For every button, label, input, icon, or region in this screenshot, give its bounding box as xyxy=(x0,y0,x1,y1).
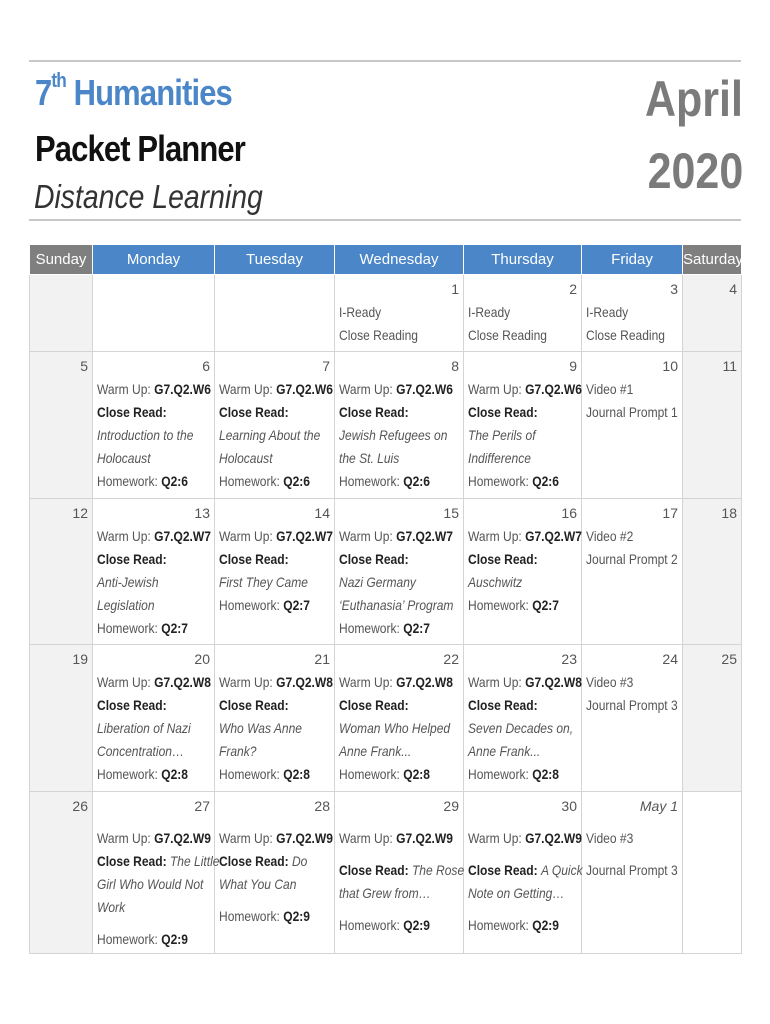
day-number: 21 xyxy=(314,651,330,667)
close-read-line: Close Read: The Rose xyxy=(339,862,465,878)
activity-line: Video #2 xyxy=(586,528,634,544)
day-number: 9 xyxy=(569,358,577,374)
day-cell xyxy=(30,645,93,792)
warm-up-line: Warm Up: G7.Q2.W7 xyxy=(468,528,582,544)
homework-line: Homework: Q2:8 xyxy=(468,766,559,782)
day-cell xyxy=(464,275,582,352)
homework-line: Homework: Q2:6 xyxy=(468,473,559,489)
day-cell xyxy=(93,645,215,792)
reading-title: Nazi Germany xyxy=(339,574,416,590)
day-cell xyxy=(93,275,215,352)
reading-title: Auschwitz xyxy=(468,574,523,590)
homework-line: Homework: Q2:7 xyxy=(339,620,430,636)
warm-up-line: Warm Up: G7.Q2.W7 xyxy=(339,528,453,544)
day-cell xyxy=(93,792,220,954)
reading-title: Note on Getting… xyxy=(468,885,565,901)
day-number: 13 xyxy=(194,505,210,521)
close-read-label: Close Read: xyxy=(97,697,167,713)
day-cell xyxy=(683,645,742,792)
warm-up-line: Warm Up: G7.Q2.W6 xyxy=(97,381,211,397)
weekday-header: Saturday xyxy=(683,245,742,275)
day-cell xyxy=(215,499,335,645)
day-cell xyxy=(464,645,582,792)
calendar-year: 2020 xyxy=(647,143,743,199)
day-number: 25 xyxy=(721,651,737,667)
homework-line: Homework: Q2:7 xyxy=(468,597,559,613)
day-cell xyxy=(215,792,335,954)
ordinal-suffix: th xyxy=(51,70,66,92)
day-cell xyxy=(30,352,93,499)
day-cell xyxy=(582,645,683,792)
reading-title: Anne Frank... xyxy=(468,743,541,759)
calendar-grid xyxy=(29,244,742,954)
close-read-label: Close Read: xyxy=(468,404,538,420)
day-number: 19 xyxy=(72,651,88,667)
activity-line: Close Reading xyxy=(468,327,547,343)
close-read-label: Close Read: xyxy=(468,551,538,567)
header-rule-top xyxy=(29,60,741,62)
homework-line: Homework: Q2:7 xyxy=(219,597,310,613)
reading-title: Woman Who Helped xyxy=(339,720,451,736)
day-cell xyxy=(215,275,335,352)
close-read-label: Close Read: xyxy=(97,551,167,567)
weekday-header: Sunday xyxy=(30,245,93,275)
close-read-label: Close Read: xyxy=(339,404,409,420)
reading-title: Liberation of Nazi xyxy=(97,720,191,736)
homework-line: Homework: Q2:6 xyxy=(219,473,310,489)
reading-title: Holocaust xyxy=(219,450,273,466)
day-number: 29 xyxy=(443,798,459,814)
reading-title: Holocaust xyxy=(97,450,151,466)
reading-title: Frank? xyxy=(219,743,257,759)
close-read-line: Close Read: A Quick xyxy=(468,862,583,878)
close-read-label: Close Read: xyxy=(219,551,289,567)
close-read-line: Close Read: The Little xyxy=(97,853,220,869)
reading-title: Who Was Anne xyxy=(219,720,302,736)
activity-line: Journal Prompt 2 xyxy=(586,551,678,567)
reading-title: Indifference xyxy=(468,450,531,466)
day-number: 10 xyxy=(662,358,678,374)
activity-line: Video #3 xyxy=(586,830,634,846)
close-read-label: Close Read: xyxy=(219,697,289,713)
day-number: 11 xyxy=(722,358,737,374)
homework-line: Homework: Q2:9 xyxy=(219,908,310,924)
activity-line: Journal Prompt 1 xyxy=(586,404,678,420)
activity-line: Journal Prompt 3 xyxy=(586,862,678,878)
warm-up-line: Warm Up: G7.Q2.W9 xyxy=(219,830,333,846)
course-title: 7th Humanities xyxy=(35,70,232,113)
reading-title: Learning About the xyxy=(219,427,321,443)
day-number: 5 xyxy=(80,358,88,374)
reading-title: Jewish Refugees on xyxy=(339,427,448,443)
weekday-header-row xyxy=(30,245,742,275)
weekday-header: Thursday xyxy=(464,245,582,275)
day-number: 20 xyxy=(194,651,210,667)
day-cell xyxy=(215,645,335,792)
weekday-header: Tuesday xyxy=(215,245,335,275)
day-cell xyxy=(335,352,464,499)
warm-up-line: Warm Up: G7.Q2.W8 xyxy=(219,674,333,690)
day-cell xyxy=(464,792,582,954)
reading-title: What You Can xyxy=(219,876,297,892)
day-cell xyxy=(30,792,93,954)
day-cell xyxy=(335,792,464,954)
day-cell xyxy=(683,499,742,645)
planner-subtitle: Packet Planner xyxy=(35,128,245,169)
reading-title: Girl Who Would Not xyxy=(97,876,204,892)
warm-up-line: Warm Up: G7.Q2.W9 xyxy=(339,830,453,846)
day-number: 26 xyxy=(72,798,88,814)
activity-line: Video #1 xyxy=(586,381,634,397)
day-cell xyxy=(335,499,464,645)
day-number: 12 xyxy=(72,505,88,521)
activity-line: Journal Prompt 3 xyxy=(586,697,678,713)
reading-title: Work xyxy=(97,899,126,915)
calendar-week xyxy=(30,792,742,954)
calendar-week xyxy=(30,275,742,352)
close-read-label: Close Read: xyxy=(468,697,538,713)
day-cell xyxy=(582,352,683,499)
day-number: 7 xyxy=(322,358,330,374)
day-cell xyxy=(582,275,683,352)
close-read-label: Close Read: xyxy=(97,404,167,420)
weekday-header: Friday xyxy=(582,245,683,275)
homework-line: Homework: Q2:8 xyxy=(97,766,188,782)
calendar-week xyxy=(30,645,742,792)
activity-line: Close Reading xyxy=(339,327,418,343)
planner-tagline: Distance Learning xyxy=(34,178,263,215)
day-number: 14 xyxy=(314,505,330,521)
reading-title: that Grew from… xyxy=(339,885,431,901)
homework-line: Homework: Q2:8 xyxy=(219,766,310,782)
warm-up-line: Warm Up: G7.Q2.W7 xyxy=(97,528,211,544)
warm-up-line: Warm Up: G7.Q2.W6 xyxy=(339,381,453,397)
warm-up-line: Warm Up: G7.Q2.W8 xyxy=(468,674,582,690)
weekday-header: Monday xyxy=(93,245,215,275)
day-number: 6 xyxy=(202,358,210,374)
reading-title: First They Came xyxy=(219,574,308,590)
close-read-label: Close Read: xyxy=(339,697,409,713)
activity-line: I-Ready xyxy=(586,304,629,320)
activity-line: Close Reading xyxy=(586,327,665,343)
warm-up-line: Warm Up: G7.Q2.W7 xyxy=(219,528,333,544)
day-number: 16 xyxy=(561,505,577,521)
day-number: 4 xyxy=(729,281,737,297)
day-number: 3 xyxy=(670,281,678,297)
reading-title: ‘Euthanasia’ Program xyxy=(339,597,454,613)
day-number: 30 xyxy=(561,798,577,814)
activity-line: I-Ready xyxy=(339,304,382,320)
homework-line: Homework: Q2:6 xyxy=(97,473,188,489)
reading-title: Seven Decades on, xyxy=(468,720,574,736)
reading-title: Introduction to the xyxy=(97,427,194,443)
day-number: 2 xyxy=(569,281,577,297)
day-number: 28 xyxy=(314,798,330,814)
reading-title: Concentration… xyxy=(97,743,185,759)
day-number: 1 xyxy=(451,281,459,297)
reading-title: Anne Frank... xyxy=(339,743,412,759)
warm-up-line: Warm Up: G7.Q2.W9 xyxy=(468,830,582,846)
reading-title: The Perils of xyxy=(468,427,536,443)
day-cell xyxy=(683,275,742,352)
day-cell xyxy=(683,792,742,954)
warm-up-line: Warm Up: G7.Q2.W9 xyxy=(97,830,211,846)
warm-up-line: Warm Up: G7.Q2.W6 xyxy=(468,381,582,397)
day-number xyxy=(687,795,737,818)
calendar-month: April xyxy=(645,71,743,127)
day-cell xyxy=(582,792,683,954)
day-number: May 1 xyxy=(639,798,678,814)
header-rule-bottom xyxy=(29,219,741,221)
day-cell xyxy=(464,352,582,499)
close-read-label: Close Read: xyxy=(219,404,289,420)
day-number: 24 xyxy=(662,651,678,667)
day-cell xyxy=(30,499,93,645)
homework-line: Homework: Q2:9 xyxy=(468,917,559,933)
day-number: 23 xyxy=(561,651,577,667)
day-cell xyxy=(335,275,464,352)
reading-title: the St. Luis xyxy=(339,450,400,466)
day-number: 27 xyxy=(194,798,210,814)
close-read-line: Close Read: Do xyxy=(219,853,308,869)
day-number: 18 xyxy=(721,505,737,521)
activity-line: I-Ready xyxy=(468,304,511,320)
weekday-header: Wednesday xyxy=(335,245,464,275)
calendar-week xyxy=(30,352,742,499)
calendar-week xyxy=(30,499,742,645)
warm-up-line: Warm Up: G7.Q2.W8 xyxy=(339,674,453,690)
day-cell xyxy=(582,499,683,645)
day-cell xyxy=(683,352,742,499)
warm-up-line: Warm Up: G7.Q2.W8 xyxy=(97,674,211,690)
homework-line: Homework: Q2:7 xyxy=(97,620,188,636)
day-cell xyxy=(464,499,582,645)
homework-line: Homework: Q2:8 xyxy=(339,766,430,782)
day-cell xyxy=(30,275,93,352)
homework-line: Homework: Q2:9 xyxy=(339,917,430,933)
day-cell xyxy=(335,645,464,792)
day-number: 8 xyxy=(451,358,459,374)
activity-line: Video #3 xyxy=(586,674,634,690)
reading-title: Legislation xyxy=(97,597,155,613)
day-cell xyxy=(93,352,215,499)
day-cell xyxy=(93,499,215,645)
day-cell xyxy=(215,352,335,499)
warm-up-line: Warm Up: G7.Q2.W6 xyxy=(219,381,333,397)
close-read-label: Close Read: xyxy=(339,551,409,567)
homework-line: Homework: Q2:6 xyxy=(339,473,430,489)
day-number: 17 xyxy=(662,505,678,521)
homework-line: Homework: Q2:9 xyxy=(97,931,188,947)
day-number: 15 xyxy=(443,505,459,521)
day-number: 22 xyxy=(443,651,459,667)
reading-title: Anti-Jewish xyxy=(97,574,159,590)
